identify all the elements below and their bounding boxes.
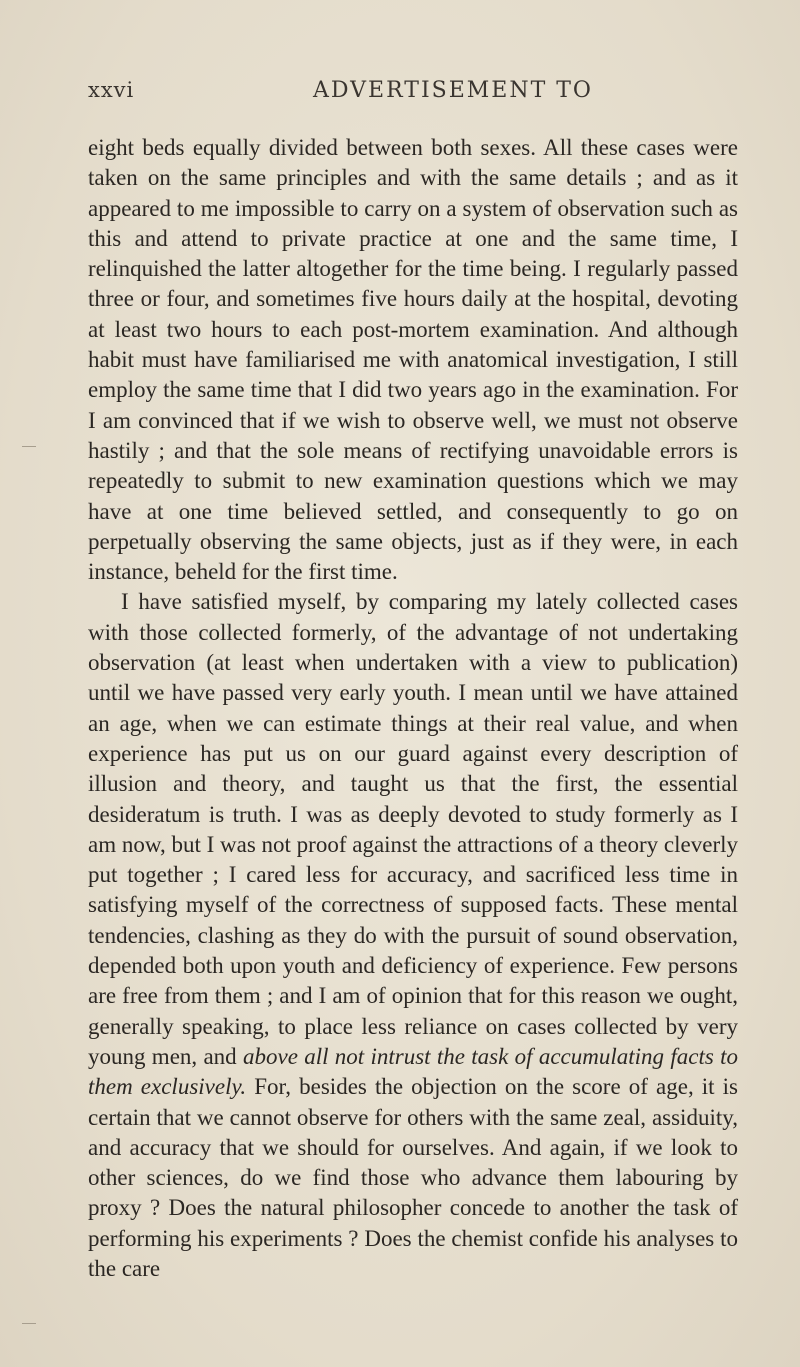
paragraph-1: eight beds equally divided between both sexes. All these cases were taken on the same principles and with the same details ; and as it appeared to me impossible to carry on a system of observation such as this and attend to private practice at one and the same time, I relinquished the latter altogether for the time being. I regularly passed three or four, and sometimes five hours daily at the hospital, devoting at least two hours to each post-mortem examination. And although habit must have familiarised me with anatomical investigation, I still employ the same time that I did two years ago in the examination. For I am convinced that if we wish to observe well, we must not observe hastily ; and that the sole means of rectifying unavoidable errors is repeatedly to submit to new examination questions which we may have at one time believed settled, and consequently to go on perpetually observing the same objects, just as if they were, in each instance, beheld for the first time. [88, 135, 738, 585]
page-header [88, 78, 740, 114]
running-title: ADVERTISEMENT TO [313, 78, 593, 103]
paragraph-2-italic: above all not intrust the task of accumulating facts to them exclusively. [88, 1043, 738, 1100]
paragraph-2-text-b: For, besides the objection on the score of age, it is certain that we cannot observe for others with the same zeal, assiduity, and accuracy that we should for ourselves. And again, if we look to other sciences, do we find those who advance them labouring by proxy ? Does the natural philosopher concede to another the task of performing his experiments ? Does the chemist confide his analyses to the care [88, 1074, 739, 1281]
margin-mark [22, 1323, 36, 1324]
margin-mark [22, 446, 36, 447]
paragraph-2 [88, 587, 738, 1284]
body-text [88, 133, 738, 1284]
paragraph-2-text-a: I have satisfied myself, by comparing my lately collected cases with those collected formerly, of the advantage of not undertaking observation (at least when undertaken with a view to publication) until we have passed very early youth. I mean until we have attained an age, when we can estimate things at their real value, and when experience has put us on our guard against every description of illusion and theory, and taught us that the first, the essential desideratum is truth. I was as deeply devoted to study formerly as I am now, but I was not proof against the attractions of a theory cleverly put together ; I cared less for accuracy, and sacrificed less time in satisfying myself of the correctness of supposed facts. These mental tendencies, clashing as they do with the pursuit of sound observation, depended both upon youth and deficiency of experience. Few persons are free from them ; and I am of opinion that for this reason we ought, generally speaking, to place less reliance on cases collected by very young men, and [88, 589, 738, 1069]
page-number: xxvi [88, 78, 135, 102]
